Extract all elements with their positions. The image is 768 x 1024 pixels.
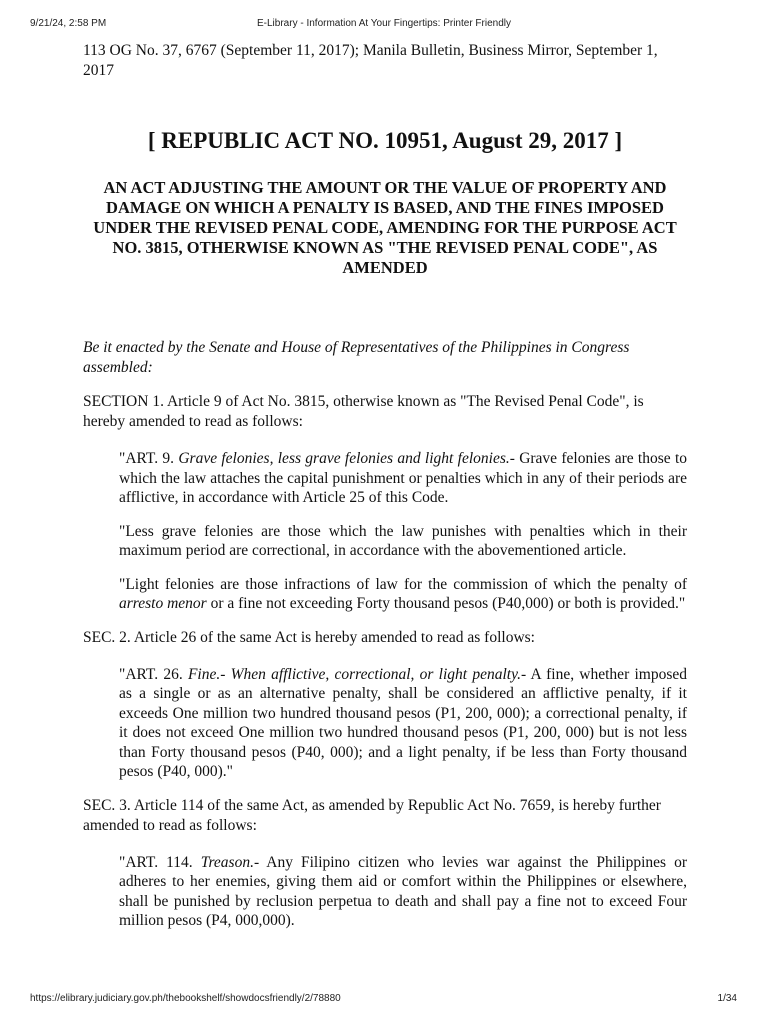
print-page-title: E-Library - Information At Your Fingertips: Printer Friendly [257, 18, 511, 29]
art-9-paragraph [119, 449, 687, 508]
light-felonies-lead: "Light felonies are those infractions of law for the commission of which the penalty of [119, 575, 687, 593]
art-9-text: - Grave felonies are those to which the law attaches the capital punishment or penalties which in any of their periods are afflictive, in accordance with Article 25 of this Code. [119, 450, 687, 506]
print-url: https://elibrary.judiciary.gov.ph/thebookshelf/showdocsfriendly/2/78880 [30, 993, 341, 1004]
publication-citation: 113 OG No. 37, 6767 (September 11, 2017); Manila Bulletin, Business Mirror, September 1, 2017 [83, 42, 658, 79]
section-2-intro: SEC. 2. Article 26 of the same Act is hereby amended to read as follows: [83, 628, 535, 646]
enacting-clause: Be it enacted by the Senate and House of Representatives of the Philippines in Congress assembled: [83, 339, 630, 376]
section-3-intro: SEC. 3. Article 114 of the same Act, as amended by Republic Act No. 7659, is hereby further amended to read as follows: [83, 796, 661, 834]
art-26-heading: Fine.- When afflictive, correctional, or light penalty. [187, 665, 521, 683]
act-long-title: AN ACT ADJUSTING THE AMOUNT OR THE VALUE OF PROPERTY AND DAMAGE ON WHICH A PENALTY IS BASED, AND THE FINES IMPOSED UNDER THE REVISED PENAL CODE, AMENDING FOR THE PURPOSE ACT NO. 3815, OTHERWISE KNOWN AS "THE REVISED PENAL CODE", AS AMENDED [93, 178, 677, 277]
section-1-intro: SECTION 1. Article 9 of Act No. 3815, otherwise known as "The Revised Penal Code", is hereby amended to read as follows: [83, 393, 644, 430]
act-title: [ REPUBLIC ACT NO. 10951, August 29, 2017 ] [147, 128, 623, 153]
art-9-heading: Grave felonies, less grave felonies and light felonies. [178, 450, 510, 467]
document-body [83, 41, 687, 931]
art-9-lead: "ART. 9. [119, 450, 179, 467]
print-datetime: 9/21/24, 2:58 PM [30, 18, 107, 29]
art-114-paragraph [119, 853, 687, 931]
print-footer [0, 993, 768, 1007]
art-26-paragraph [119, 665, 687, 782]
print-header [0, 18, 768, 32]
light-felonies-paragraph [119, 575, 687, 614]
art-114-lead: "ART. 114. [119, 853, 201, 871]
arresto-menor-term: arresto menor [119, 595, 207, 612]
art-26-text: - A fine, whether imposed as a single or as an alternative penalty, shall be considered an afflictive penalty, if it exceeds One million two hundred thousand pesos (P1, 200, 000); a correctional penalty, if it does not exceed One million two hundred thousand pesos (P1, 200, 000) but is not less than Forty thousand pesos (P40, 000); and a light penalty, if be less than Forty thousand pesos (P40, 000)." [119, 665, 687, 780]
less-grave-felonies-paragraph: "Less grave felonies are those which the law punishes with penalties which in their maximum period are correctional, in accordance with the abovementioned article. [119, 522, 687, 559]
art-114-text: - Any Filipino citizen who levies war against the Philippines or adheres to her enemies, giving them aid or comfort within the Philippines or elsewhere, shall be punished by reclusion perpetua to death and shall pay a fine not to exceed Four million pesos (P4, 000,000). [119, 853, 688, 929]
art-26-lead: "ART. 26. [119, 665, 188, 683]
art-114-heading: Treason. [200, 853, 254, 871]
light-felonies-tail: or a fine not exceeding Forty thousand pesos (P40,000) or both is provided." [206, 595, 686, 612]
print-page-number: 1/34 [717, 993, 737, 1004]
